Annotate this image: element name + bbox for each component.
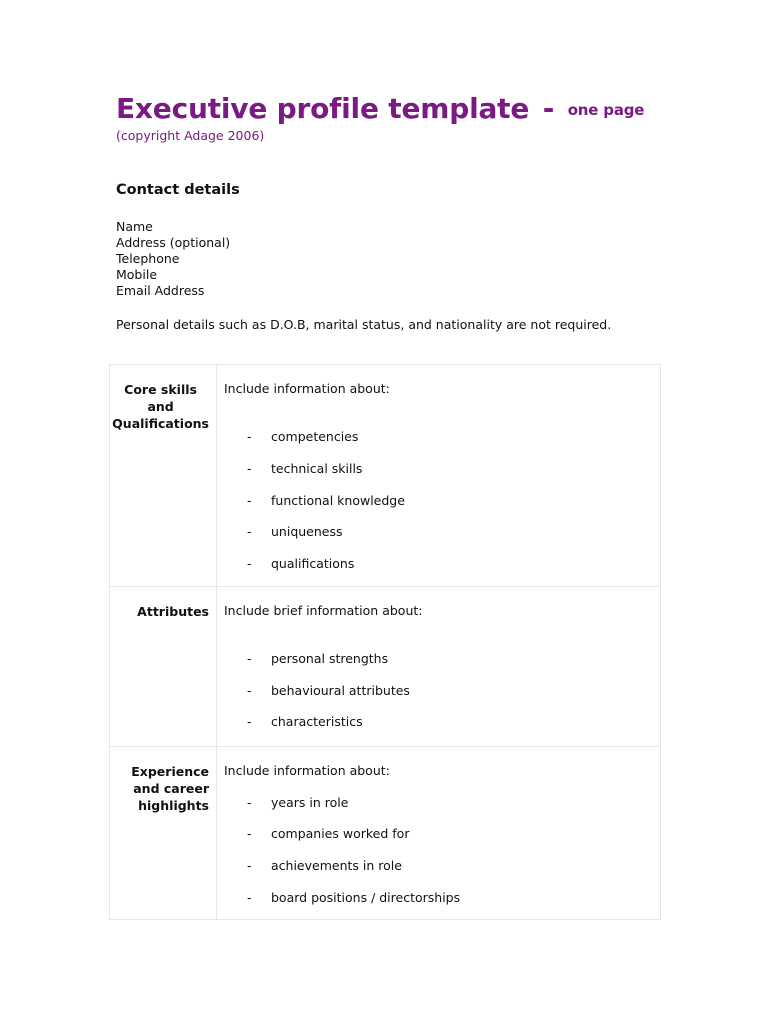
list-item: - competencies xyxy=(247,429,359,444)
contact-item: Address (optional) xyxy=(116,235,231,250)
title-subtitle: one page xyxy=(567,101,645,119)
table-row xyxy=(110,747,660,919)
list-item: - personal strengths xyxy=(247,651,389,666)
profile-table xyxy=(109,364,661,920)
copyright-note: (copyright Adage 2006) xyxy=(116,128,265,143)
document-title xyxy=(116,92,644,125)
list-item: - technical skills xyxy=(247,461,363,476)
list-item: - characteristics xyxy=(247,714,363,729)
list-item: - functional knowledge xyxy=(247,493,405,508)
contact-item: Email Address xyxy=(116,283,205,298)
contact-list xyxy=(116,219,230,299)
title-dash: - xyxy=(542,92,555,125)
title-main: Executive profile template xyxy=(116,92,530,125)
row-intro: Include information about: xyxy=(224,763,390,778)
contact-heading: Contact details xyxy=(116,182,240,198)
row-label-cell xyxy=(110,747,217,919)
contact-item: Telephone xyxy=(116,251,180,266)
list-item: - uniqueness xyxy=(247,524,343,539)
list-item: - board positions / directorships xyxy=(247,890,461,905)
row-label-cell xyxy=(110,587,217,746)
row-label-cell xyxy=(110,365,217,586)
list-item: - behavioural attributes xyxy=(247,683,410,698)
table-row xyxy=(110,587,660,747)
list-item: - qualifications xyxy=(247,556,355,571)
list-item: - years in role xyxy=(247,795,349,810)
contact-item: Name xyxy=(116,219,153,234)
list-item: - achievements in role xyxy=(247,858,402,873)
list-item: - companies worked for xyxy=(247,826,410,841)
row-intro: Include brief information about: xyxy=(224,603,423,618)
row-label: Core skills and Qualifications xyxy=(112,382,209,431)
row-label: Experience and career highlights xyxy=(131,764,209,813)
personal-details-note: Personal details such as D.O.B, marital status, and nationality are not required. xyxy=(116,317,612,332)
row-intro: Include information about: xyxy=(224,381,390,396)
contact-item: Mobile xyxy=(116,267,158,282)
row-label: Attributes xyxy=(137,604,209,619)
table-row xyxy=(110,365,660,587)
